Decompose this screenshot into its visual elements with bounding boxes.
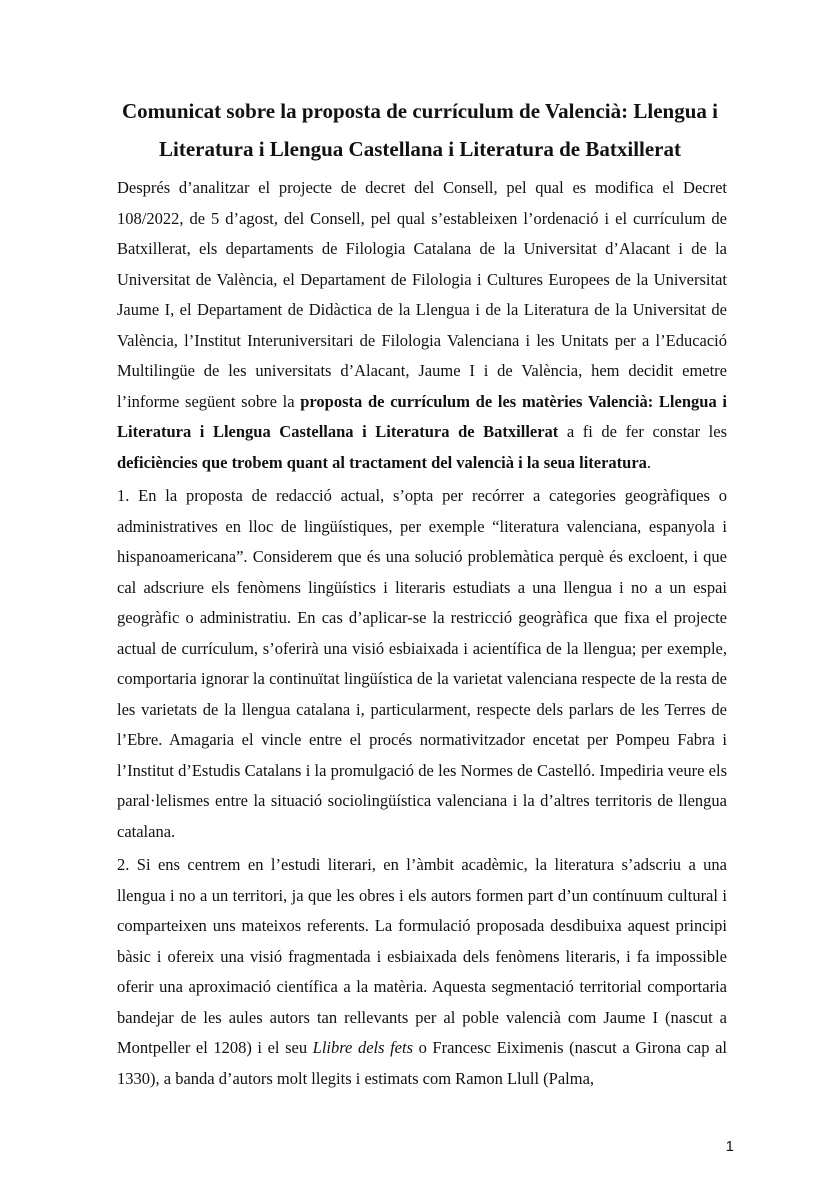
intro-paragraph [117, 173, 727, 478]
intro-bold-curriculum: proposta de currículum de les matèries Valencià: Llengua i Literatura i Llengua Castellana i Literatura de Batxillerat [117, 391, 727, 441]
intro-text-c: . [646, 452, 652, 472]
intro-text-b: a fi de fer constar les [558, 422, 728, 441]
point-1-paragraph: 1. En la proposta de redacció actual, s’opta per recórrer a categories geogràfiques o administratives en lloc de lingüístiques, per exemple “literatura valenciana, espanyola i hispanoamericana”. Considerem que és una solució problemàtica perquè és excloent, i que cal adscriure els fenòmens lingüístics i literaris estudiats a una llengua i no a un espai geogràfic o administratiu. En cas d’aplicar-se la restricció geogràfica que fixa el projecte actual de currículum, s’oferirà una visió esbiaixada i acientífica de la llengua; per exemple, comportaria ignorar la continuïtat lingüística de la varietat valenciana respecte de la resta de les varietats de la llengua catalana i, particularment, respecte dels parlars de les Terres de l’Ebre. Amagaria el vincle entre el procés normativitzador encetat per Pompeu Fabra i l’Institut d’Estudis Catalans i la promulgació de les Normes de Castelló. Impediria veure els paral·lelismes entre la situació sociolingüística valenciana i la d’altres territoris de llengua catalana. [117, 486, 727, 841]
intro-bold-deficiencies: deficiències que trobem quant al tractament del valencià i la seua literatura [117, 452, 647, 472]
point-2-text-b: o Francesc Eiximenis (nascut a Girona cap al 1330), a banda d’autors molt llegits i estimats com Ramon Llull (Palma, [117, 1038, 727, 1088]
intro-text-a: Després d’analitzar el projecte de decret del Consell, pel qual es modifica el Decret 108/2022, de 5 d’agost, del Consell, pel qual s’estableixen l’ordenació i el currículum de Batxillerat, els departaments de Filologia Catalana de la Universitat d’Alacant i de la Universitat de València, el Departament de Filologia i Cultures Europees de la Universitat Jaume I, el Departament de Didàctica de la Llengua i de la Literatura de la Universitat de València, l’Institut Interuniversitari de Filologia Valenciana i les Unitats per a l’Educació Multilingüe de les universitats d’Alacant, Jaume I i de València, hem decidit emetre l’informe següent sobre la [117, 178, 727, 411]
point-2-paragraph [117, 850, 727, 1094]
document-title: Comunicat sobre la proposta de currículum de Valencià: Llengua i Literatura i Llengua Castellana i Literatura de Batxillerat [121, 99, 718, 161]
point-2-text-a: 2. Si ens centrem en l’estudi literari, en l’àmbit acadèmic, la literatura s’adscriu a una llengua i no a un territori, ja que les obres i els autors formen part d’un contínuum cultural i comparteixen uns mateixos referents. La formulació proposada desdibuixa aquest principi bàsic i ofereix una visió fragmentada i esbiaixada dels fenòmens literaris, i fa impossible oferir una aproximació científica a la matèria. Aquesta segmentació territorial comportaria bandejar de les aules autors tan rellevants per al poble valencià com Jaume I (nascut a Montpeller el 1208) i el seu [117, 855, 727, 1057]
page-number: 1 [725, 1138, 734, 1155]
point-2-italic-title: Llibre dels fets [312, 1038, 414, 1057]
